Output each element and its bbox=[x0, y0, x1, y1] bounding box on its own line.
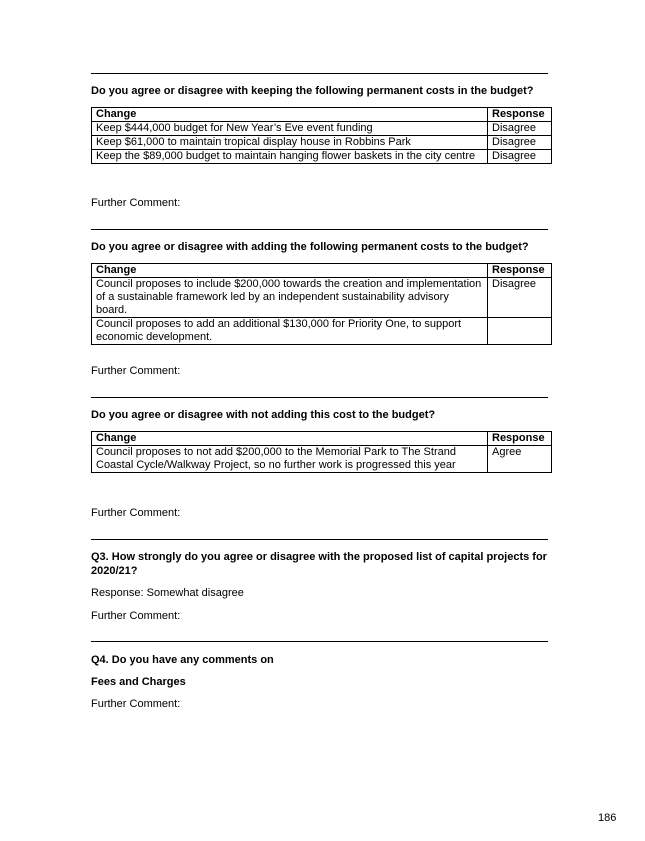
table-header-row bbox=[92, 432, 552, 446]
cell-response: Disagree bbox=[488, 278, 552, 318]
question-q3: Q3. How strongly do you agree or disagree with the proposed list of capital projects for 2020/21? bbox=[91, 551, 547, 577]
header-response: Response bbox=[488, 432, 552, 446]
header-response: Response bbox=[488, 108, 552, 122]
cell-change: Keep the $89,000 budget to maintain hanging flower baskets in the city centre bbox=[92, 150, 488, 164]
q4-subheading: Fees and Charges bbox=[91, 676, 186, 688]
question-keep-costs: Do you agree or disagree with keeping the following permanent costs in the budget? bbox=[91, 85, 534, 97]
table-row bbox=[92, 278, 552, 318]
cell-change: Keep $444,000 budget for New Year’s Eve event funding bbox=[92, 122, 488, 136]
question-not-adding-cost: Do you agree or disagree with not adding this cost to the budget? bbox=[91, 409, 436, 421]
question-q4: Q4. Do you have any comments on bbox=[91, 654, 274, 666]
further-comment-label: Further Comment: bbox=[91, 610, 181, 622]
page-number: 186 bbox=[598, 812, 617, 824]
cell-change: Council proposes to add an additional $130,000 for Priority One, to support economic development. bbox=[92, 318, 488, 345]
further-comment-label: Further Comment: bbox=[91, 197, 181, 209]
divider-3 bbox=[91, 397, 548, 398]
table-row bbox=[92, 318, 552, 345]
table-row bbox=[92, 136, 552, 150]
cell-response: Agree bbox=[488, 446, 552, 473]
cell-response bbox=[488, 318, 552, 345]
divider-1 bbox=[91, 73, 548, 74]
further-comment-label: Further Comment: bbox=[91, 507, 181, 519]
header-response: Response bbox=[488, 264, 552, 278]
cell-response: Disagree bbox=[488, 122, 552, 136]
cell-change: Keep $61,000 to maintain tropical display house in Robbins Park bbox=[92, 136, 488, 150]
table-add-costs bbox=[91, 263, 552, 345]
table-row bbox=[92, 150, 552, 164]
question-add-costs: Do you agree or disagree with adding the following permanent costs to the budget? bbox=[91, 241, 529, 253]
cell-response: Disagree bbox=[488, 150, 552, 164]
header-change: Change bbox=[92, 108, 488, 122]
table-row bbox=[92, 446, 552, 473]
cell-response: Disagree bbox=[488, 136, 552, 150]
table-keep-costs bbox=[91, 107, 552, 164]
table-header-row bbox=[92, 108, 552, 122]
cell-change: Council proposes to include $200,000 towards the creation and implementation of a sustainable framework led by an independent sustainability advisory board. bbox=[92, 278, 488, 318]
divider-4 bbox=[91, 539, 548, 540]
further-comment-label: Further Comment: bbox=[91, 698, 181, 710]
divider-2 bbox=[91, 229, 548, 230]
cell-change: Council proposes to not add $200,000 to the Memorial Park to The Strand Coastal Cycle/Walkway Project, so no further work is progressed this year bbox=[92, 446, 488, 473]
header-change: Change bbox=[92, 264, 488, 278]
table-not-adding-cost bbox=[91, 431, 552, 473]
table-header-row bbox=[92, 264, 552, 278]
further-comment-label: Further Comment: bbox=[91, 365, 181, 377]
header-change: Change bbox=[92, 432, 488, 446]
divider-5 bbox=[91, 641, 548, 642]
q3-response: Response: Somewhat disagree bbox=[91, 587, 244, 599]
table-row bbox=[92, 122, 552, 136]
